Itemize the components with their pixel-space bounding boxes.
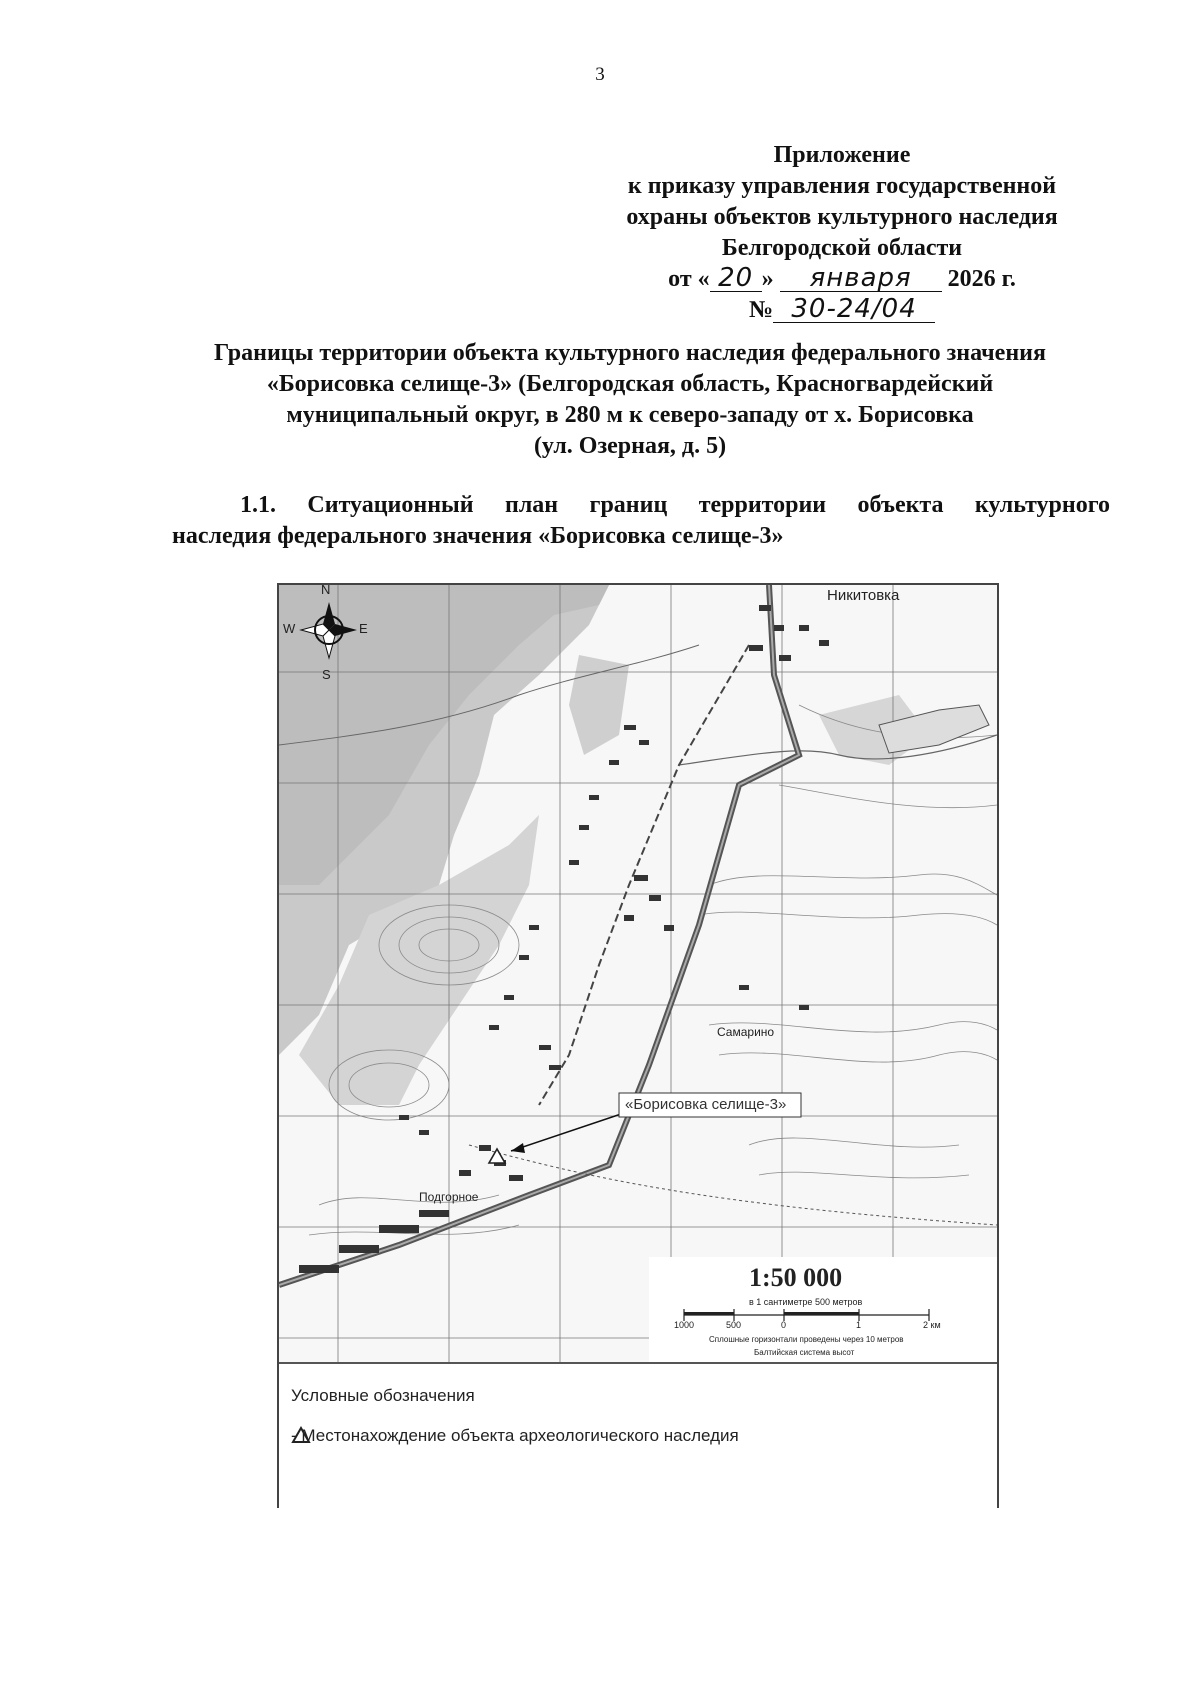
appendix-header xyxy=(582,140,1102,326)
triangle-icon xyxy=(291,1426,311,1444)
title-line: «Борисовка селище-3» (Белгородская область, Красногвардейский xyxy=(266,371,994,397)
legend-item-label: - Местонахождение объекта археологического наследия xyxy=(291,1426,739,1445)
section-heading-line: 1.1. Ситуационный план границ территории объекта культурного xyxy=(240,492,1110,518)
section-heading-line: наследия федерального значения «Борисовка селище-3» xyxy=(172,523,784,549)
scale-tick: 1 xyxy=(856,1320,862,1330)
settlement-label: Никитовка xyxy=(827,587,900,604)
legend-item xyxy=(291,1426,739,1446)
date-month: января xyxy=(780,265,942,292)
map-contour-note: Сплошные горизонтали проведены через 10 метров xyxy=(709,1335,904,1344)
compass-south: S xyxy=(322,667,331,682)
scale-tick: 1000 xyxy=(674,1320,695,1330)
title-line: (ул. Озерная, д. 5) xyxy=(533,433,727,459)
appendix-date xyxy=(582,264,1102,295)
legend-title: Условные обозначения xyxy=(291,1386,475,1405)
title-line: муниципальный округ, в 280 м к северо-западу от х. Борисовка xyxy=(286,402,974,428)
map-scale-ratio: 1:50 000 xyxy=(749,1263,843,1292)
scale-tick: 2 км xyxy=(923,1320,941,1330)
compass-west: W xyxy=(283,621,296,636)
appendix-line: охраны объектов культурного наследия xyxy=(626,204,1058,230)
compass-north: N xyxy=(321,582,331,597)
object-label: «Борисовка селище-3» xyxy=(625,1096,787,1113)
map-height-system: Балтийская система высот xyxy=(754,1348,855,1357)
date-year: 2026 г. xyxy=(947,266,1016,292)
appendix-line: к приказу управления государственной xyxy=(627,173,1057,199)
section-heading xyxy=(172,490,1110,552)
topographic-map-image xyxy=(279,585,997,1362)
map-scale-note: в 1 сантиметре 500 метров xyxy=(749,1297,863,1307)
settlement-label: Самарино xyxy=(717,1025,775,1039)
date-prefix: от « xyxy=(668,266,710,292)
title-line: Границы территории объекта культурного наследия федерального значения xyxy=(214,340,1046,366)
appendix-title: Приложение xyxy=(773,142,911,168)
situation-map xyxy=(277,583,999,1508)
document-title xyxy=(150,338,1110,462)
appendix-line: Белгородской области xyxy=(721,235,963,261)
scale-tick: 500 xyxy=(726,1320,742,1330)
date-mid: » xyxy=(761,266,774,292)
map-legend xyxy=(279,1362,997,1508)
order-number: 30-24/04 xyxy=(773,296,935,323)
compass-east: E xyxy=(359,621,368,636)
settlement-label: Подгорное xyxy=(419,1190,479,1204)
page-number: 3 xyxy=(595,64,605,85)
date-day: 20 xyxy=(710,265,762,292)
scale-tick: 0 xyxy=(781,1320,787,1330)
appendix-number xyxy=(582,295,1102,326)
number-prefix: № xyxy=(748,297,774,323)
